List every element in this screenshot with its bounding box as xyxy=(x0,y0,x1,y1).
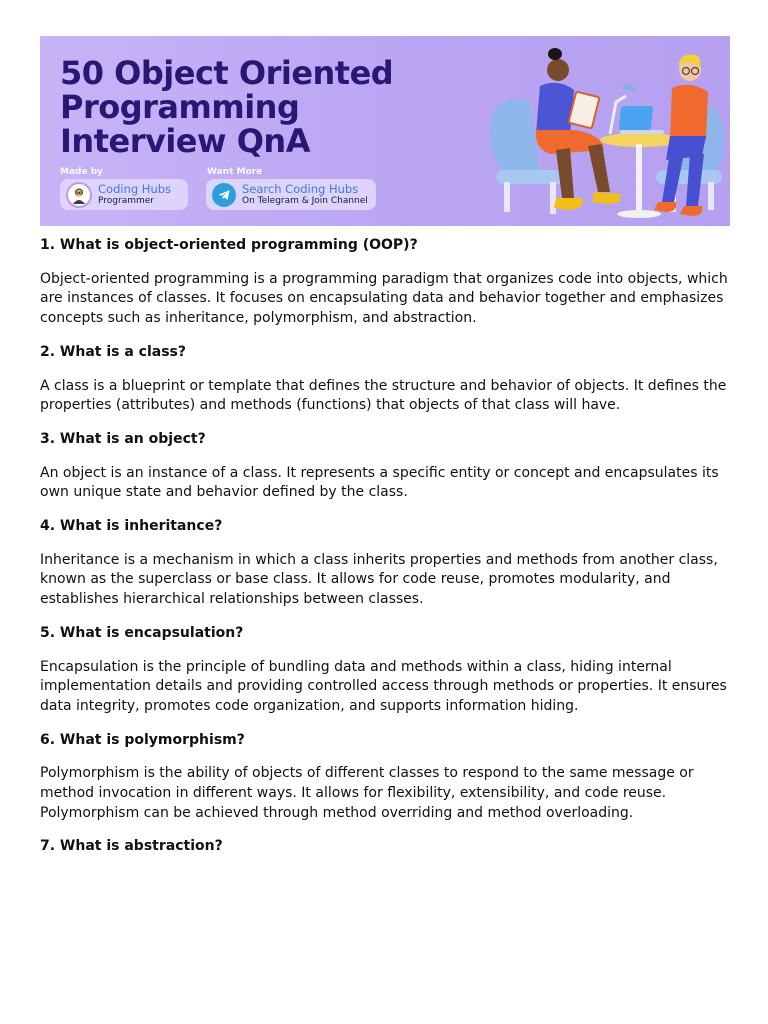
telegram-icon xyxy=(212,183,236,207)
qa-content xyxy=(40,236,730,871)
banner-title xyxy=(60,56,460,158)
answer-5: Encapsulation is the principle of bundling data and methods within a class, hiding internal implementation details and providing controlled access through methods or properties. It ensures data integrity, promotes code organization, and supports information hiding. xyxy=(40,658,727,714)
question-4: 4. What is inheritance? xyxy=(40,518,223,535)
telegram-pill[interactable] xyxy=(206,179,376,210)
made-by-pill[interactable] xyxy=(60,179,188,210)
banner-title-line-2: Programming xyxy=(60,88,300,126)
banner-title-line-1: 50 Object Oriented xyxy=(60,54,394,92)
programmer-avatar-icon xyxy=(66,182,92,208)
question-7: 7. What is abstraction? xyxy=(40,838,223,855)
want-more-label: Want More xyxy=(207,167,263,177)
answer-4: Inheritance is a mechanism in which a class inherits properties and methods from another class, known as the superclass or base class. It allows for code reuse, promotes modularity, and establishes hierarchical relationships between classes. xyxy=(40,551,718,608)
answer-3: An object is an instance of a class. It represents a specific entity or concept and encapsulates its own unique state and behavior defined by the class. xyxy=(40,464,719,501)
question-1: 1. What is object-oriented programming (OOP)? xyxy=(40,237,418,253)
telegram-join-text: On Telegram & Join Channel xyxy=(242,195,368,206)
made-by-label: Made by xyxy=(60,167,104,177)
question-2: 2. What is a class? xyxy=(40,343,187,360)
header-banner xyxy=(40,36,730,226)
question-6: 6. What is polymorphism? xyxy=(40,731,245,748)
made-by-sub: Programmer xyxy=(98,195,154,206)
answer-2: A class is a blueprint or template that defines the structure and behavior of objects. It defines the properties (attributes) and methods (functions) that objects of that class will have. xyxy=(40,377,727,414)
two-people-working-illustration xyxy=(470,42,730,226)
answer-6: Polymorphism is the ability of objects of different classes to respond to the same message or method invocation in different ways. It allows for flexibility, extensibility, and code reuse. Polymorphism can be achieved through method overriding and method overloading. xyxy=(40,765,694,821)
telegram-search-text: Search Coding Hubs xyxy=(242,181,359,196)
made-by-name: Coding Hubs xyxy=(98,181,172,196)
question-3: 3. What is an object? xyxy=(40,430,206,447)
question-5: 5. What is encapsulation? xyxy=(40,624,244,641)
answer-1: Object-oriented programming is a programming paradigm that organizes code into objects, which are instances of classes. It focuses on encapsulating data and behavior together and emphasizes concepts such as inheritance, polymorphism, and abstraction. xyxy=(40,270,728,327)
banner-title-line-3: Interview QnA xyxy=(60,122,310,160)
